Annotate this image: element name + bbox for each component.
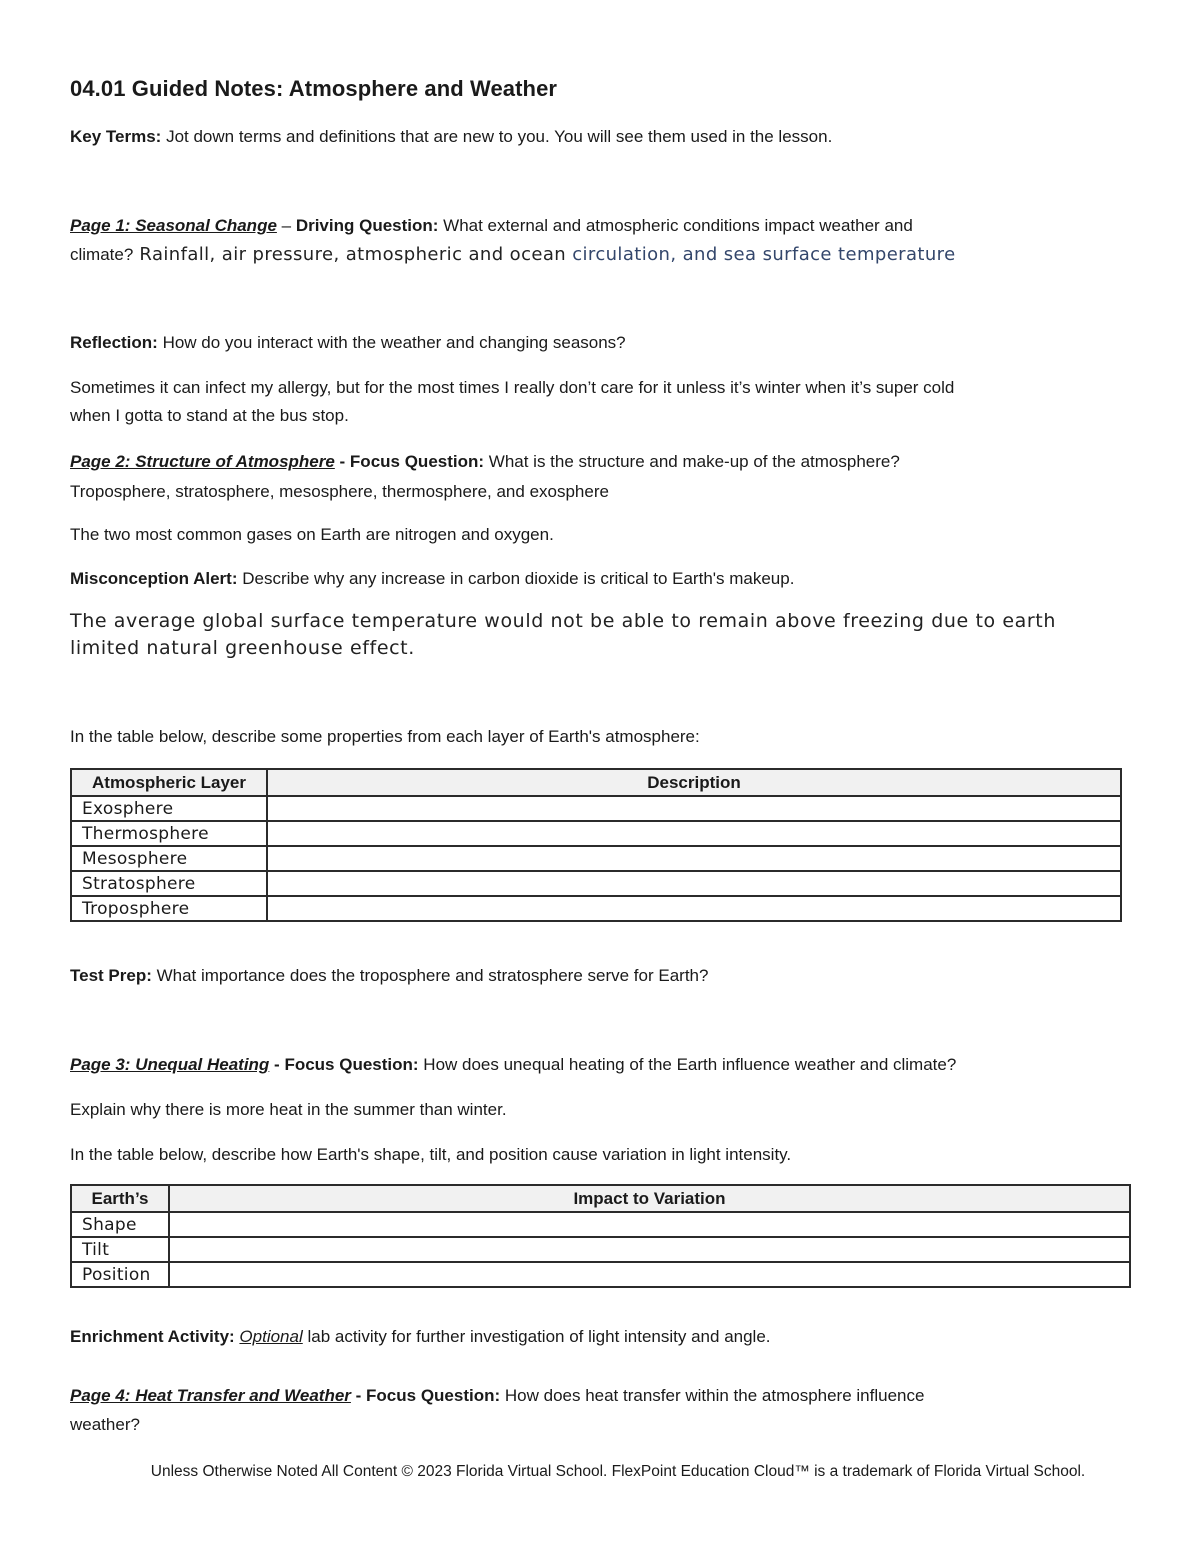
misconception-text: Describe why any increase in carbon dioxide is critical to Earth's makeup. — [237, 569, 795, 588]
separator: - — [350, 1386, 367, 1405]
reflection-label: Reflection: — [70, 333, 158, 352]
focus-question-text: How does heat transfer within the atmosphere influence — [500, 1386, 925, 1405]
description-cell[interactable] — [267, 821, 1121, 846]
page1-answer-part1[interactable]: Rainfall, air pressure, atmospheric and ocean — [133, 244, 573, 265]
table-header-row — [71, 1185, 1130, 1212]
factor-cell: Position — [71, 1262, 169, 1287]
misconception-line — [70, 568, 794, 590]
separator: – — [276, 216, 296, 235]
page2-answer-layers[interactable]: Troposphere, stratosphere, mesosphere, thermosphere, and exosphere — [70, 482, 609, 501]
table-row — [71, 896, 1121, 921]
header-impact-to-variation: Impact to Variation — [169, 1185, 1130, 1212]
page4-focus-question — [70, 1385, 924, 1407]
misconception-label: Misconception Alert: — [70, 569, 238, 588]
document-title: 04.01 Guided Notes: Atmosphere and Weather — [70, 76, 558, 101]
page4-heading: Page 4: Heat Transfer and Weather — [70, 1386, 351, 1405]
focus-question-text: What is the structure and make-up of the atmosphere? — [484, 452, 900, 471]
enrichment-label: Enrichment Activity: — [70, 1327, 235, 1346]
driving-question-text-cont: climate? — [70, 245, 134, 264]
enrichment-line — [70, 1326, 771, 1348]
table-row — [71, 1237, 1130, 1262]
misconception-answer[interactable]: The average global surface temperature would not be able to remain above freezing due to earth limited natural greenhouse effect. — [70, 610, 1056, 659]
description-cell[interactable] — [267, 871, 1121, 896]
layer-cell: Troposphere — [71, 896, 267, 921]
table-row — [71, 796, 1121, 821]
light-variation-table — [70, 1184, 1131, 1288]
header-description: Description — [267, 769, 1121, 796]
variation-table-intro: In the table below, describe how Earth's shape, tilt, and position cause variation in light intensity. — [70, 1145, 792, 1164]
factor-cell: Shape — [71, 1212, 169, 1237]
layer-cell: Stratosphere — [71, 871, 267, 896]
header-earths: Earth’s — [71, 1185, 169, 1212]
explain-prompt: Explain why there is more heat in the summer than winter. — [70, 1100, 507, 1119]
optional-link[interactable]: Optional — [239, 1327, 303, 1346]
page1-heading: Page 1: Seasonal Change — [70, 216, 277, 235]
impact-cell[interactable] — [169, 1212, 1130, 1237]
table-row — [71, 821, 1121, 846]
reflection-answer-line2[interactable]: when I gotta to stand at the bus stop. — [70, 406, 349, 425]
table-row — [71, 846, 1121, 871]
separator: - — [269, 1055, 285, 1074]
key-terms-text: Jot down terms and definitions that are new to you. You will see them used in the lesson. — [161, 127, 833, 146]
test-prep-line — [70, 965, 708, 987]
page3-focus-question — [70, 1054, 956, 1076]
page2-answer-gases[interactable]: The two most common gases on Earth are nitrogen and oxygen. — [70, 525, 554, 544]
table-row — [71, 871, 1121, 896]
key-terms-line — [70, 126, 832, 148]
layer-cell: Exosphere — [71, 796, 267, 821]
impact-cell[interactable] — [169, 1262, 1130, 1287]
table-header-row — [71, 769, 1121, 796]
table-row — [71, 1262, 1130, 1287]
enrichment-text: lab activity for further investigation of light intensity and angle. — [302, 1327, 771, 1346]
reflection-line — [70, 332, 626, 354]
page4-question-cont: weather? — [70, 1415, 140, 1434]
page1-answer-part2[interactable]: circulation, and sea surface temperature — [572, 244, 956, 265]
copyright-footer: Unless Otherwise Noted All Content © 2023 Florida Virtual School. FlexPoint Education Cloud™ is a trademark of Florida Virtual School. — [150, 1463, 1086, 1480]
description-cell[interactable] — [267, 896, 1121, 921]
driving-question-text: What external and atmospheric conditions impact weather and — [438, 216, 913, 235]
impact-cell[interactable] — [169, 1237, 1130, 1262]
test-prep-label: Test Prep: — [70, 966, 152, 985]
table-row — [71, 1212, 1130, 1237]
page2-heading: Page 2: Structure of Atmosphere — [70, 452, 335, 471]
key-terms-label: Key Terms: — [70, 127, 162, 146]
focus-question-text: How does unequal heating of the Earth influence weather and climate? — [418, 1055, 957, 1074]
page1-question-line2 — [70, 244, 956, 266]
page3-heading: Page 3: Unequal Heating — [70, 1055, 270, 1074]
layer-cell: Mesosphere — [71, 846, 267, 871]
page1-driving-question — [70, 215, 913, 237]
focus-question-label: Focus Question: — [349, 452, 485, 471]
reflection-text: How do you interact with the weather and changing seasons? — [157, 333, 626, 352]
layer-cell: Thermosphere — [71, 821, 267, 846]
driving-question-label: Driving Question: — [295, 216, 439, 235]
description-cell[interactable] — [267, 846, 1121, 871]
page2-focus-question — [70, 451, 900, 473]
reflection-answer-line1[interactable]: Sometimes it can infect my allergy, but for the most times I really don’t care for it unless it’s winter when it’s super cold — [70, 378, 955, 397]
test-prep-text: What importance does the troposphere and stratosphere serve for Earth? — [151, 966, 709, 985]
description-cell[interactable] — [267, 796, 1121, 821]
focus-question-label: Focus Question: — [284, 1055, 419, 1074]
separator: - — [334, 452, 350, 471]
focus-question-label: Focus Question: — [366, 1386, 501, 1405]
factor-cell: Tilt — [71, 1237, 169, 1262]
header-atmospheric-layer: Atmospheric Layer — [71, 769, 267, 796]
atmosphere-layers-table — [70, 768, 1122, 922]
atmosphere-table-intro: In the table below, describe some properties from each layer of Earth's atmosphere: — [70, 727, 700, 746]
